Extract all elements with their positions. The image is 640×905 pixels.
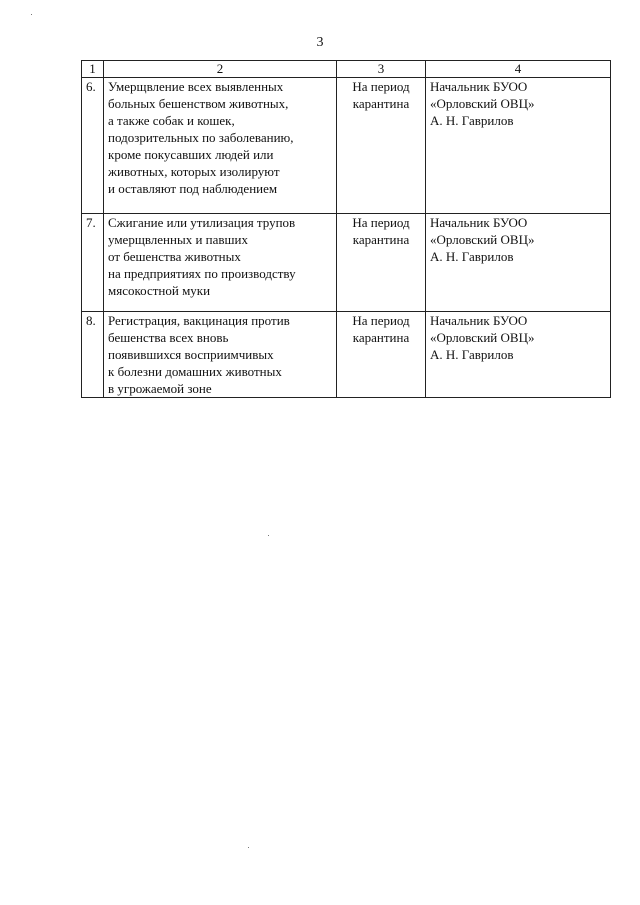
measure-line: кроме покусавших людей или [108,147,274,162]
period-cell [337,312,426,398]
responsible-line: «Орловский ОВЦ» [430,330,535,345]
measure-line: и оставляют под наблюдением [108,181,278,196]
measure-line: больных бешенством животных, [108,96,289,111]
period-line: карантина [352,330,410,345]
responsible-cell [426,78,611,214]
period-line: На период [352,79,410,94]
measure-line: бешенства всех вновь [108,330,229,345]
row-number: 8. [82,312,104,398]
column-header-4: 4 [426,61,611,78]
responsible-cell [426,312,611,398]
responsible-cell [426,214,611,312]
period-line: карантина [352,232,410,247]
responsible-line: А. Н. Гаврилов [430,113,514,128]
measure-line: мясокостной муки [108,283,211,298]
responsible-line: А. Н. Гаврилов [430,249,514,264]
measure-cell [104,312,337,398]
table-header-row [82,61,611,78]
measure-cell [104,78,337,214]
table-row [82,312,611,398]
responsible-line: «Орловский ОВЦ» [430,96,535,111]
responsible-line: А. Н. Гаврилов [430,347,514,362]
measure-line: подозрительных по заболеванию, [108,130,294,145]
measure-line: Регистрация, вакцинация против [108,313,290,328]
row-number: 7. [82,214,104,312]
column-header-3: 3 [337,61,426,78]
measures-table [81,60,611,398]
period-line: карантина [352,96,410,111]
period-line: На период [352,215,410,230]
scan-speck [31,14,32,15]
measure-line: появившихся восприимчивых [108,347,274,362]
responsible-line: Начальник БУОО [430,215,528,230]
period-cell [337,78,426,214]
measure-line: умерщвленных и павших [108,232,248,247]
measure-line: Умерщвление всех выявленных [108,79,284,94]
period-cell [337,214,426,312]
measure-cell [104,214,337,312]
table-row [82,78,611,214]
scan-speck [268,535,269,536]
page-number: 3 [316,35,324,50]
responsible-line: Начальник БУОО [430,79,528,94]
period-line: На период [352,313,410,328]
responsible-line: Начальник БУОО [430,313,528,328]
measure-line: в угрожаемой зоне [108,381,212,396]
scan-speck [248,847,249,848]
row-number: 6. [82,78,104,214]
column-header-2: 2 [104,61,337,78]
measure-line: Сжигание или утилизация трупов [108,215,296,230]
measure-line: к болезни домашних животных [108,364,282,379]
measure-line: животных, которых изолируют [108,164,280,179]
measure-line: от бешенства животных [108,249,241,264]
measure-line: на предприятиях по производству [108,266,296,281]
responsible-line: «Орловский ОВЦ» [430,232,535,247]
column-header-1: 1 [82,61,104,78]
table-row [82,214,611,312]
measure-line: а также собак и кошек, [108,113,235,128]
